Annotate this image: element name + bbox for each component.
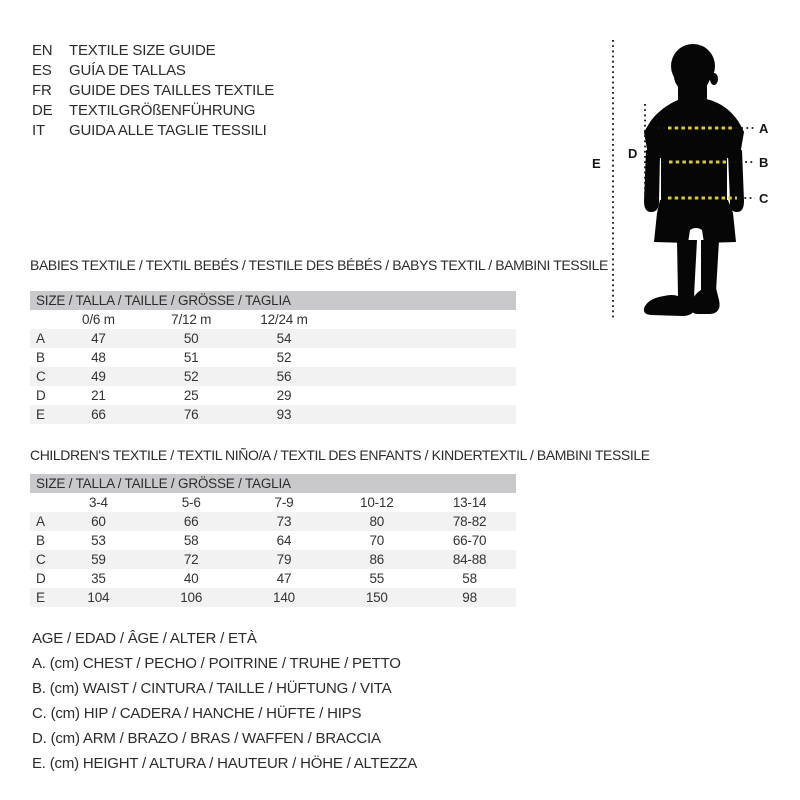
row-label: A <box>36 514 45 529</box>
table-cell: 140 <box>273 590 295 605</box>
table-cell: 79 <box>276 552 292 567</box>
table-header-row <box>30 493 516 512</box>
table-cell: 73 <box>276 514 292 529</box>
table-row <box>30 348 516 367</box>
size-header-bar: SIZE / TALLA / TAILLE / GRÖSSE / TAGLIA <box>30 291 516 310</box>
table-cell: 51 <box>183 350 199 365</box>
table-cell: 150 <box>365 590 388 605</box>
table-cell: 104 <box>87 590 110 605</box>
corner-cell <box>30 493 52 512</box>
column-header: 7/12 m <box>171 312 212 327</box>
language-row-de <box>32 100 274 120</box>
row-label: D <box>36 388 46 403</box>
children-size-table <box>30 474 516 607</box>
language-list <box>32 40 274 140</box>
children-section-title: CHILDREN'S TEXTILE / TEXTIL NIÑO/A / TEXTIL DES ENFANTS / KINDERTEXTIL / BAMBINI TESSILE <box>30 447 650 463</box>
table-cell-empty <box>330 367 423 386</box>
table-cell: 48 <box>91 350 106 365</box>
babies-size-table <box>30 291 516 424</box>
language-row-es <box>32 60 274 80</box>
table-cell: 76 <box>183 407 199 422</box>
legend-line-hip: C. (cm) HIP / CADERA / HANCHE / HÜFTE / HIPS <box>32 705 362 722</box>
table-cell: 47 <box>91 331 106 346</box>
size-header-bar: SIZE / TALLA / TAILLE / GRÖSSE / TAGLIA <box>30 474 516 493</box>
legend-line-chest: A. (cm) CHEST / PECHO / POITRINE / TRUHE / PETTO <box>32 655 401 672</box>
language-label: GUÍA DE TALLAS <box>69 61 186 79</box>
table-cell: 84-88 <box>452 552 487 567</box>
table-cell: 70 <box>369 533 385 548</box>
row-label: C <box>36 552 46 567</box>
table-cell: 21 <box>91 388 106 403</box>
legend-line-age: AGE / EDAD / ÂGE / ALTER / ETÀ <box>32 630 257 647</box>
legend-line-waist: B. (cm) WAIST / CINTURA / TAILLE / HÜFTUNG / VITA <box>32 680 392 697</box>
language-row-it <box>32 120 274 140</box>
row-label: B <box>36 533 45 548</box>
table-cell-empty <box>423 348 516 367</box>
table-cell-empty <box>423 329 516 348</box>
language-code: EN <box>32 41 53 59</box>
column-header: 3-4 <box>88 495 108 510</box>
table-cell: 58 <box>183 533 199 548</box>
table-cell: 66 <box>183 514 199 529</box>
table-cell: 106 <box>180 590 203 605</box>
language-row-fr <box>32 80 274 100</box>
table-cell: 80 <box>369 514 385 529</box>
table-cell: 98 <box>462 590 477 605</box>
table-cell: 78-82 <box>452 514 487 529</box>
arm-label: D <box>628 146 638 161</box>
table-cell: 86 <box>369 552 385 567</box>
row-label: A <box>36 331 45 346</box>
measurement-legend <box>32 626 417 776</box>
column-header: 7-9 <box>274 495 294 510</box>
table-cell-empty <box>423 386 516 405</box>
table-cell: 49 <box>91 369 106 384</box>
column-header: 10-12 <box>360 495 394 510</box>
language-row-en <box>32 40 274 60</box>
table-cell-empty <box>330 348 423 367</box>
child-silhouette <box>644 44 744 316</box>
table-row <box>30 588 516 607</box>
table-cell: 59 <box>91 552 106 567</box>
table-cell: 47 <box>276 571 292 586</box>
corner-cell <box>30 310 52 329</box>
row-label: E <box>36 407 45 422</box>
table-cell: 40 <box>183 571 199 586</box>
language-code: IT <box>32 121 45 139</box>
legend-line-arm: D. (cm) ARM / BRAZO / BRAS / WAFFEN / BRACCIA <box>32 730 381 747</box>
language-label: GUIDE DES TAILLES TEXTILE <box>69 81 275 99</box>
table-cell: 66-70 <box>452 533 487 548</box>
table-cell: 50 <box>183 331 199 346</box>
column-header-empty <box>423 310 516 329</box>
table-row <box>30 405 516 424</box>
table-cell: 93 <box>276 407 292 422</box>
table-row <box>30 512 516 531</box>
table-row <box>30 367 516 386</box>
table-cell: 52 <box>276 350 292 365</box>
table-cell: 25 <box>183 388 199 403</box>
row-label: C <box>36 369 46 384</box>
table-cell: 54 <box>276 331 292 346</box>
table-cell: 58 <box>462 571 477 586</box>
row-label: E <box>36 590 45 605</box>
table-cell-empty <box>330 405 423 424</box>
table-cell: 29 <box>276 388 292 403</box>
table-row <box>30 531 516 550</box>
table-row <box>30 329 516 348</box>
language-label: TEXTILE SIZE GUIDE <box>69 41 216 59</box>
table-cell: 72 <box>183 552 199 567</box>
table-row <box>30 569 516 588</box>
child-silhouette-figure <box>580 28 792 328</box>
table-row <box>30 550 516 569</box>
hip-label: C <box>759 191 769 206</box>
table-cell: 53 <box>91 533 106 548</box>
language-label: GUIDA ALLE TAGLIE TESSILI <box>69 121 267 139</box>
language-code: ES <box>32 61 52 79</box>
table-header-row <box>30 310 516 329</box>
table-cell: 66 <box>91 407 106 422</box>
column-header: 5-6 <box>181 495 201 510</box>
waist-label: B <box>759 155 769 170</box>
table-cell-empty <box>423 405 516 424</box>
table-cell-empty <box>330 386 423 405</box>
row-label: D <box>36 571 46 586</box>
column-header-empty <box>330 310 423 329</box>
table-cell: 55 <box>369 571 385 586</box>
column-header: 13-14 <box>452 495 487 510</box>
table-row <box>30 386 516 405</box>
language-code: DE <box>32 101 53 119</box>
row-label: B <box>36 350 45 365</box>
table-cell-empty <box>423 367 516 386</box>
table-cell: 64 <box>276 533 292 548</box>
table-cell: 60 <box>91 514 106 529</box>
table-cell: 35 <box>91 571 106 586</box>
babies-section-title: BABIES TEXTILE / TEXTIL BEBÉS / TESTILE DES BÉBÉS / BABYS TEXTIL / BAMBINI TESSILE <box>30 257 608 273</box>
table-cell: 56 <box>276 369 292 384</box>
table-cell: 52 <box>183 369 199 384</box>
column-header: 12/24 m <box>260 312 308 327</box>
table-cell-empty <box>330 329 423 348</box>
column-header: 0/6 m <box>82 312 115 327</box>
language-label: TEXTILGRÖßENFÜHRUNG <box>69 101 256 119</box>
chest-label: A <box>759 121 769 136</box>
language-code: FR <box>32 81 52 99</box>
legend-line-height: E. (cm) HEIGHT / ALTURA / HAUTEUR / HÖHE / ALTEZZA <box>32 755 418 772</box>
height-label: E <box>592 156 601 171</box>
